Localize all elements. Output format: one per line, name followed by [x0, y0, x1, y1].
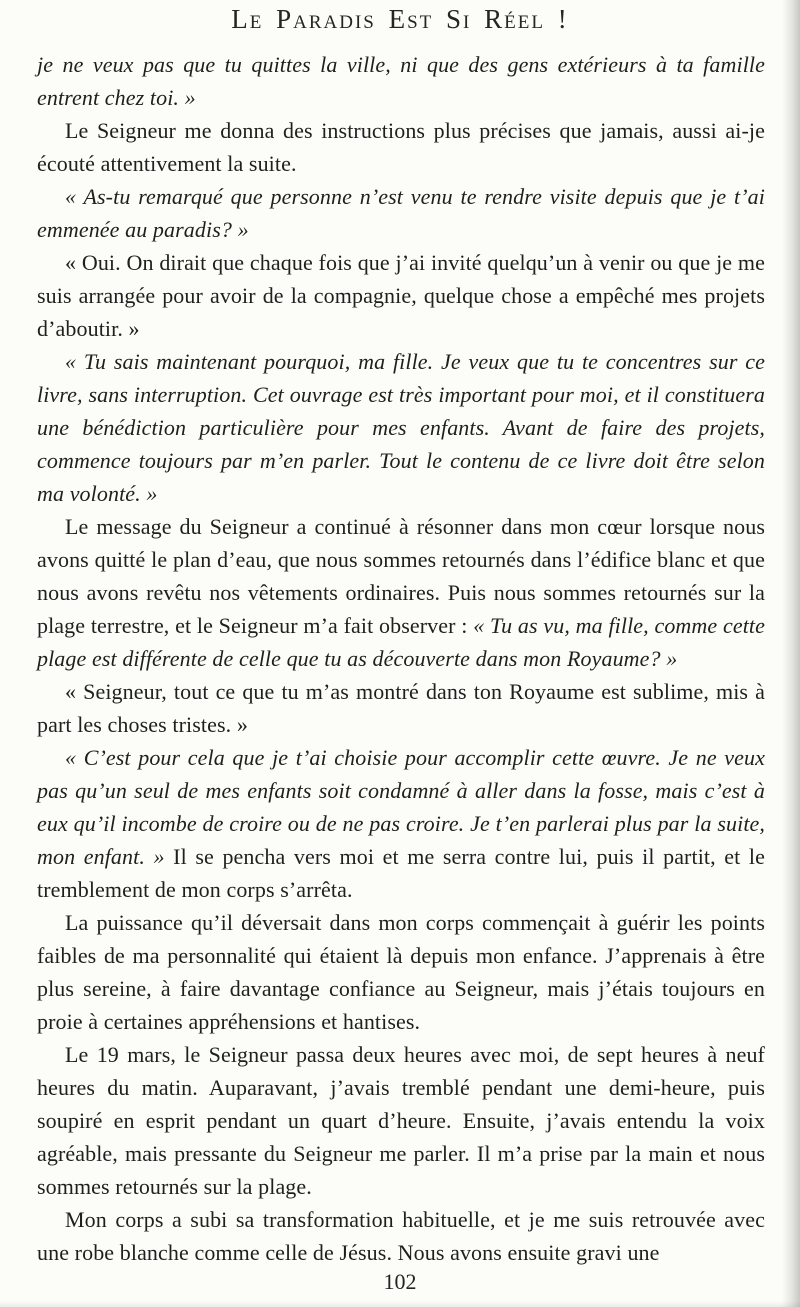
paragraph [37, 246, 765, 345]
paragraph [37, 345, 765, 510]
quoted-speech-text: « Tu sais maintenant pourquoi, ma fille. Je veux que tu te concentres sur ce livre, sans interruption. Cet ouvrage est très important pour moi, et il constituera une bénédiction particulière pour mes enfants. Avant de faire des projets, commence toujours par m’en parler. Tout le contenu de ce livre doit être selon ma volonté. » [37, 349, 765, 506]
quoted-speech-text: « As-tu remarqué que personne n’est venu te rendre visite depuis que je t’ai emmenée au paradis? » [37, 184, 765, 242]
paragraph [37, 1203, 765, 1269]
body-text [37, 48, 765, 1269]
paragraph [37, 906, 765, 1038]
quoted-speech-text: « Tu as vu, ma fille, comme cette plage est différente de celle que tu as découverte dans mon Royaume? » [37, 613, 765, 671]
paragraph [37, 741, 765, 906]
narrative-text: « Oui. On dirait que chaque fois que j’ai invité quelqu’un à venir ou que je me suis arrangée pour avoir de la compagnie, quelque chose a empêché mes projets d’aboutir. » [37, 250, 765, 341]
quoted-speech-text: « C’est pour cela que je t’ai choisie pour accomplir cette œuvre. Je ne veux pas qu’un seul de mes enfants soit condamné à aller dans la fosse, mais c’est à eux qu’il incombe de croire ou de ne pas croire. Je t’en parlerai plus par la suite, mon enfant. » [37, 745, 765, 869]
narrative-text: Il se pencha vers moi et me serra contre lui, puis il partit, et le tremblement de mon corps s’arrêta. [37, 844, 765, 902]
paragraph [37, 48, 765, 114]
scan-shadow-right [782, 0, 800, 1307]
narrative-text: Le 19 mars, le Seigneur passa deux heures avec moi, de sept heures à neuf heures du matin. Auparavant, j’avais tremblé pendant une demi-heure, puis soupiré en esprit pendant un quart d’heure. Ensuite, j’avais entendu la voix agréable, mais pressante du Seigneur me parler. Il m’a prise par la main et nous sommes retournés sur la plage. [37, 1042, 765, 1199]
narrative-text: Le message du Seigneur a continué à résonner dans mon cœur lorsque nous avons quitté le plan d’eau, que nous sommes retournés dans l’édifice blanc et que nous avons revêtu nos vêtements ordinaires. Puis nous sommes retournés sur la plage terrestre, et le Seigneur m’a fait observer : [37, 514, 765, 638]
narrative-text: La puissance qu’il déversait dans mon corps commençait à guérir les points faibles de ma personnalité qui étaient là depuis mon enfance. J’apprenais à être plus sereine, à faire davantage confiance au Seigneur, mais j’étais toujours en proie à certaines appréhensions et hantises. [37, 910, 765, 1034]
quoted-speech-text: je ne veux pas que tu quittes la ville, ni que des gens extérieurs à ta famille entrent chez toi. » [37, 52, 765, 110]
running-head-title: Le Paradis Est Si Réel ! [231, 4, 569, 34]
narrative-text: Mon corps a subi sa transformation habituelle, et je me suis retrouvée avec une robe blanche comme celle de Jésus. Nous avons ensuite gravi une [37, 1207, 765, 1265]
paragraph [37, 1038, 765, 1203]
paragraph [37, 510, 765, 675]
narrative-text: « Seigneur, tout ce que tu m’as montré dans ton Royaume est sublime, mis à part les choses tristes. » [37, 679, 765, 737]
footer-page-number: 102 [383, 1269, 417, 1294]
paragraph [37, 180, 765, 246]
narrative-text: Le Seigneur me donna des instructions plus précises que jamais, aussi ai-je écouté attentivement la suite. [37, 118, 765, 176]
paragraph [37, 114, 765, 180]
paragraph [37, 675, 765, 741]
scan-shadow-bottom [0, 1301, 800, 1307]
